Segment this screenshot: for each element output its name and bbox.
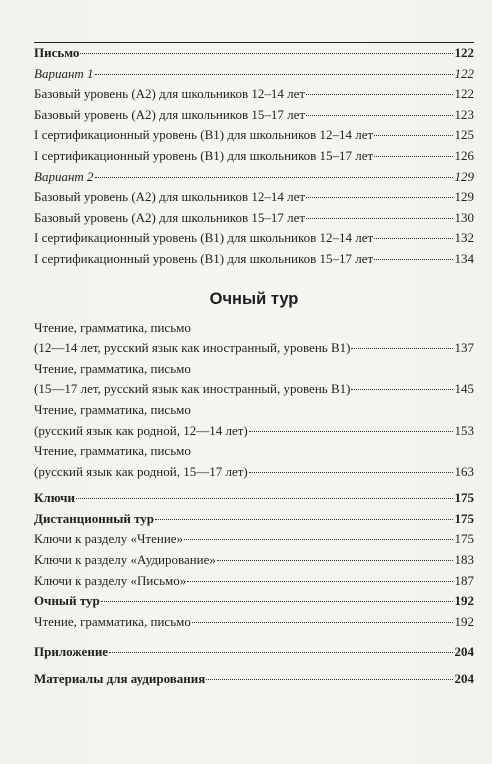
- toc-entry-audio: [34, 669, 474, 690]
- toc-entry-text: I сертификационный уровень (В1) для школьников 12–14 лет: [34, 230, 374, 246]
- dot-leader: [217, 560, 453, 561]
- toc-entry-text: Базовый уровень (А2) для школьников 12–14 лет: [34, 189, 306, 205]
- toc-page-number: 175: [454, 531, 474, 547]
- toc-page-number: 125: [454, 127, 474, 143]
- dot-leader: [374, 156, 453, 157]
- toc-entry-text: Ключи к разделу «Чтение»: [34, 531, 184, 547]
- toc-entry-text: Письмо: [34, 45, 80, 60]
- dot-leader: [374, 259, 453, 260]
- dot-leader: [249, 431, 453, 432]
- toc-page-number: 175: [454, 490, 474, 506]
- dot-leader: [76, 498, 453, 499]
- toc-page-number: 145: [454, 381, 474, 397]
- dot-leader: [306, 218, 453, 219]
- dot-leader: [374, 135, 453, 136]
- section-heading: Очный тур: [209, 289, 299, 308]
- dot-leader: [184, 539, 453, 540]
- toc-entry: [34, 105, 474, 126]
- toc-entry-text: I сертификационный уровень (В1) для школьников 15–17 лет: [34, 147, 374, 163]
- toc-entry-text: Базовый уровень (А2) для школьников 15–17 лет: [34, 106, 306, 122]
- toc-page-number: 204: [454, 644, 474, 660]
- dot-leader: [306, 197, 453, 198]
- toc-page-number: 122: [454, 65, 474, 81]
- toc-page-number: 183: [454, 552, 474, 568]
- toc-entry: [34, 208, 474, 229]
- toc-entry-text: I сертификационный уровень (В1) для школьников 12–14 лет: [34, 127, 374, 143]
- toc-entry-text: (12—14 лет, русский язык как иностранный, уровень В1): [34, 340, 351, 356]
- toc-entry: [34, 612, 474, 633]
- dot-leader: [351, 389, 453, 390]
- toc-entry: [34, 462, 474, 483]
- toc-entry-text: Дистанционный тур: [34, 510, 155, 526]
- table-of-contents: [34, 42, 474, 690]
- toc-entry-text: Вариант 1: [34, 65, 94, 81]
- toc-entry-text: Чтение, грамматика, письмо: [34, 613, 191, 629]
- toc-page-number: 129: [454, 189, 474, 205]
- dot-leader: [306, 94, 453, 95]
- toc-entry: [34, 187, 474, 208]
- dot-leader: [306, 115, 453, 116]
- toc-page-number: 132: [454, 230, 474, 246]
- toc-page-number: 126: [454, 147, 474, 163]
- toc-entry-text: (русский язык как родной, 15—17 лет): [34, 463, 248, 479]
- toc-entry: [34, 84, 474, 105]
- toc-entry-text: Ключи к разделу «Аудирование»: [34, 552, 216, 568]
- toc-entry-title: Чтение, грамматика, письмо: [34, 360, 191, 376]
- toc-page-number: 137: [454, 340, 474, 356]
- dot-leader: [101, 601, 453, 602]
- toc-entry-title: Чтение, грамматика, письмо: [34, 443, 191, 459]
- toc-entry-text: Базовый уровень (А2) для школьников 15–17 лет: [34, 209, 306, 225]
- toc-page-number: 204: [454, 671, 474, 687]
- toc-entry-text: I сертификационный уровень (В1) для школьников 15–17 лет: [34, 250, 374, 266]
- toc-entry-text: Ключи к разделу «Письмо»: [34, 572, 187, 588]
- toc-entry-text: Материалы для аудирования: [34, 671, 206, 687]
- toc-entry: [34, 338, 474, 359]
- toc-page-number: 134: [454, 250, 474, 266]
- dot-leader: [249, 472, 453, 473]
- toc-entry-distance: [34, 509, 474, 530]
- toc-entry-text: Вариант 2: [34, 168, 94, 184]
- toc-page-number: 163: [454, 463, 474, 479]
- dot-leader: [155, 519, 453, 520]
- toc-entry: [34, 421, 474, 442]
- toc-entry-pismo: [34, 43, 474, 64]
- toc-entry: [34, 379, 474, 400]
- toc-page-number: 123: [454, 106, 474, 122]
- toc-entry: [34, 249, 474, 270]
- dot-leader: [192, 622, 453, 623]
- toc-page-number: 153: [454, 422, 474, 438]
- toc-entry-text: Ключи: [34, 490, 75, 506]
- dot-leader: [95, 177, 453, 178]
- dot-leader: [187, 581, 453, 582]
- toc-entry-text: Базовый уровень (А2) для школьников 12–14 лет: [34, 86, 306, 102]
- toc-entry-title: Чтение, грамматика, письмо: [34, 401, 191, 417]
- toc-page-number: 122: [454, 86, 474, 102]
- toc-entry-text: (русский язык как родной, 12—14 лет): [34, 422, 248, 438]
- dot-leader: [351, 348, 453, 349]
- toc-entry-text: (15—17 лет, русский язык как иностранный, уровень В1): [34, 381, 351, 397]
- spacer: [34, 632, 474, 642]
- toc-entry: [34, 146, 474, 167]
- toc-entry-keys: [34, 488, 474, 509]
- toc-entry-variant-2: [34, 167, 474, 188]
- toc-entry: [34, 228, 474, 249]
- dot-leader: [95, 74, 453, 75]
- toc-page-number: 192: [454, 613, 474, 629]
- toc-entry-variant-1: [34, 64, 474, 85]
- toc-entry: [34, 529, 474, 550]
- dot-leader: [80, 53, 453, 54]
- toc-entry: [34, 550, 474, 571]
- toc-entry: [34, 571, 474, 592]
- toc-page-number: 192: [454, 593, 474, 609]
- toc-page-number: 130: [454, 209, 474, 225]
- toc-entry-appendix: [34, 642, 474, 663]
- toc-page-number: 187: [454, 572, 474, 588]
- dot-leader: [206, 679, 453, 680]
- toc-entry-text: Приложение: [34, 644, 109, 660]
- dot-leader: [374, 238, 453, 239]
- dot-leader: [109, 652, 453, 653]
- toc-entry-text: Очный тур: [34, 593, 100, 609]
- toc-entry-ochny-keys: [34, 591, 474, 612]
- toc-page-number: 122: [454, 45, 474, 60]
- toc-page-number: 129: [454, 168, 474, 184]
- toc-entry-title: Чтение, грамматика, письмо: [34, 319, 191, 335]
- toc-entry: [34, 125, 474, 146]
- toc-page-number: 175: [454, 510, 474, 526]
